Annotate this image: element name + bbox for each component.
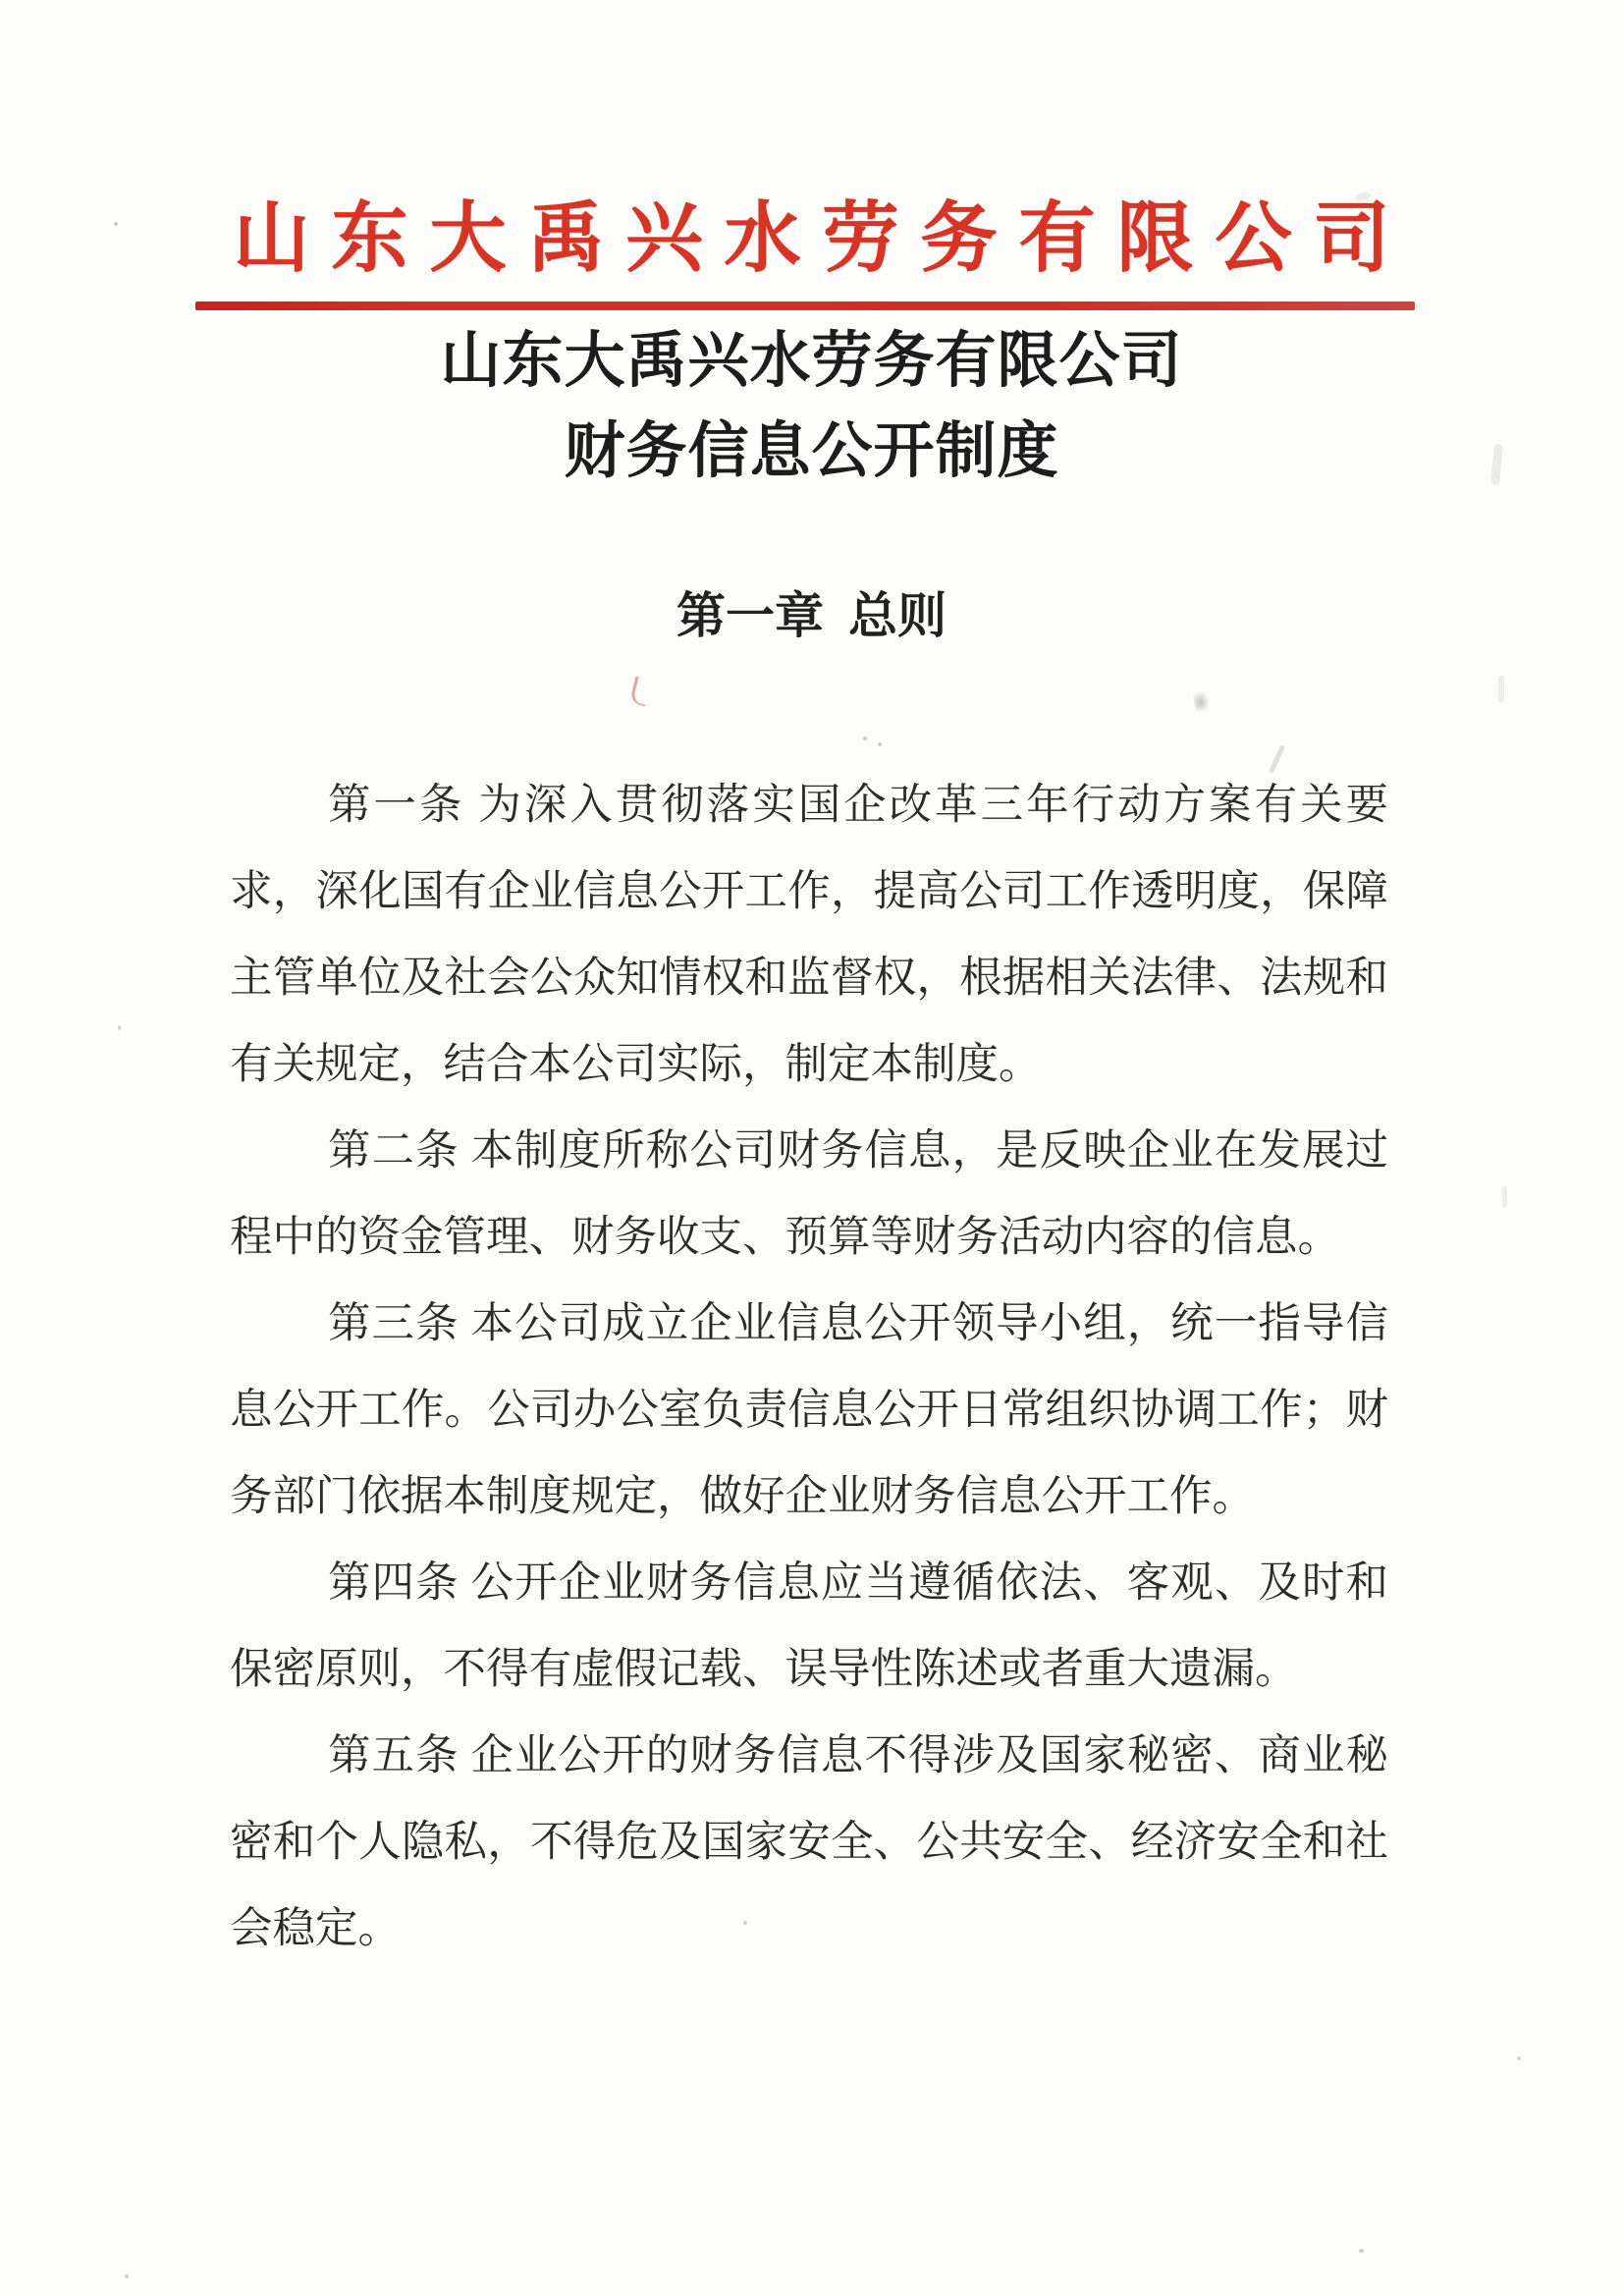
scan-artifact-speck bbox=[118, 1025, 121, 1030]
document-title bbox=[0, 316, 1623, 497]
scan-artifact-smudge bbox=[1498, 676, 1504, 703]
letterhead-divider-rule bbox=[195, 301, 1415, 310]
scan-artifact-gray-mark bbox=[1193, 689, 1212, 711]
scan-artifact-dots bbox=[862, 735, 888, 750]
article-1-paragraph: 第一条 为深入贯彻落实国企改革三年行动方案有关要求，深化国有企业信息公开工作，提高公司工作透明度，保障主管单位及社会公众知情权和监督权，根据相关法律、法规和有关规定，结合本公司实际，制定本制度。 bbox=[230, 782, 1388, 1088]
scan-artifact-red-squiggle bbox=[629, 676, 652, 706]
article-5-paragraph: 第五条 企业公开的财务信息不得涉及国家秘密、商业秘密和个人隐私，不得危及国家安全、公共安全、经济安全和社会稳定。 bbox=[230, 1732, 1388, 1952]
article-3-paragraph: 第三条 本公司成立企业信息公开领导小组，统一指导信息公开工作。公司办公室负责信息公开日常组织协调工作；财务部门依据本制度规定，做好企业财务信息公开工作。 bbox=[230, 1300, 1388, 1520]
letterhead-company-name: 山东大禹兴水劳务有限公司 bbox=[233, 195, 1412, 281]
article-2-paragraph: 第二条 本制度所称公司财务信息，是反映企业在发展过程中的资金管理、财务收支、预算等财务活动内容的信息。 bbox=[230, 1127, 1388, 1261]
article-4-paragraph: 第四条 公开企业财务信息应当遵循依法、客观、及时和保密原则，不得有虚假记载、误导性陈述或者重大遗漏。 bbox=[230, 1559, 1388, 1693]
document-title-subject-line: 财务信息公开制度 bbox=[564, 418, 1059, 485]
scan-artifact-speck bbox=[1359, 2249, 1364, 2253]
document-body bbox=[230, 762, 1388, 1972]
document-title-company-line: 山东大禹兴水劳务有限公司 bbox=[440, 328, 1183, 395]
scan-artifact-smudge bbox=[1502, 1186, 1507, 1208]
scan-artifact-speck bbox=[125, 2274, 129, 2278]
scan-artifact-speck bbox=[1517, 2056, 1521, 2060]
chapter-heading: 第一章 总则 bbox=[676, 588, 947, 643]
